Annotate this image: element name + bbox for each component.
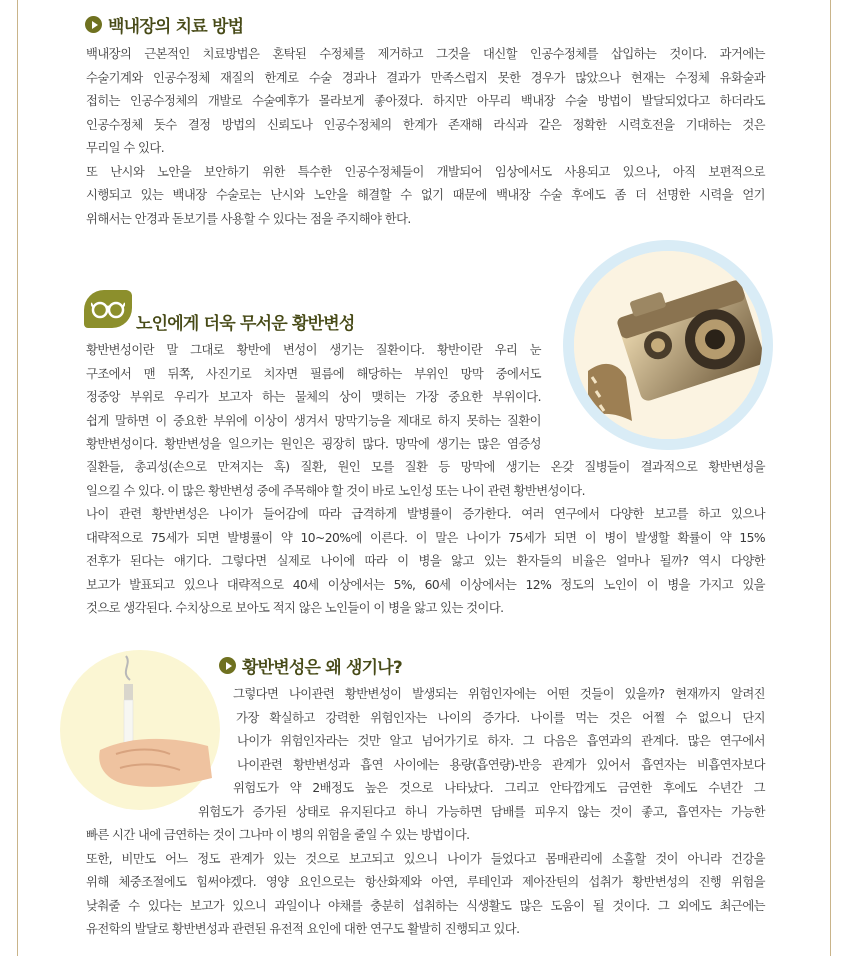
text-line: 그렇다면 나이관련 황반변성이 발생되는 위험인자에는 어떤 것들이 있을까? 현재까지 알려진	[233, 687, 765, 701]
text-line: 나이 관련 황반변성은 나이가 들어감에 따라 급격하게 발병률이 증가한다. 여러 연구에서 다양한 보고를 하고 있으나	[86, 507, 765, 521]
text-line: 백내장의 근본적인 치료방법은 혼탁된 수정체를 제거하고 그것을 대신할 인공수정체를 삽입하는 것이다. 과거에는	[86, 47, 765, 61]
section-title: 백내장의 치료 방법	[108, 17, 244, 37]
text-line: 전후가 된다는 얘기다. 그렇다면 실제로 나이에 따라 이 병을 앓고 있는 환자들의 비율은 얼마나 될까? 역시 다양한	[86, 554, 765, 568]
text-line: 또한, 비만도 어느 정도 관계가 있는 것으로 보고되고 있으니 나이가 들었다고 몸매관리에 소홀할 것이 아니라 건강을	[86, 851, 765, 866]
text-line: 보고가 발표되고 있으나 대략적으로 40세 이상에서는 5%, 60세 이상에서는 12% 정도의 노인이 이 병을 가지고 있을	[86, 577, 765, 592]
section-title: 황반변성은 왜 생기나?	[242, 658, 402, 678]
text-line: 일으킬 수 있다. 이 많은 황반변성 중에 주목해야 할 것이 바로 노인성 또는 나이 관련 황반변성이다.	[86, 483, 585, 498]
prevention-paragraph	[86, 824, 765, 942]
text-line: 가장 확실하고 강력한 위험인자는 나이의 증가다. 나이를 먹는 것은 어쩔 수 없으니 단지	[236, 710, 765, 725]
text-line: 구조에서 맨 뒤쪽, 사진기로 치자면 필름에 해당하는 부위인 망막 중에서도	[86, 366, 541, 381]
cataract-treatment-paragraph	[86, 43, 765, 231]
camera-photo	[563, 240, 773, 450]
text-line: 위해 체중조절에도 힘써야겠다. 영양 요인으로는 항산화제와 아연, 루테인과 제아잔틴의 섭취가 황반변성의 진행 위험을	[86, 875, 765, 889]
text-line: 대략적으로 75세가 되면 발병률이 약 10~20%에 이른다. 이 말은 나이가 75세가 되면 이 병이 발생할 확률이 약 15%	[86, 530, 765, 545]
text-line: 유전학의 발달로 황반변성과 관련된 유전적 요인에 대한 연구도 활발히 진행되고 있다.	[86, 922, 520, 936]
circle-arrow-icon	[85, 16, 102, 33]
text-line: 위해서는 안경과 돋보기를 사용할 수 있다는 점을 주지해야 한다.	[86, 211, 411, 226]
text-line: 무리일 수 있다.	[86, 141, 165, 155]
text-line: 위험도가 약 2배정도 높은 것으로 나타났다. 그리고 안타깝게도 금연한 후에도 수년간 그	[233, 781, 765, 795]
cigarette-photo	[60, 650, 220, 810]
text-line: 정중앙 부위로 우리가 보고자 하는 물체의 상이 맺히는 가장 중요한 부위이다.	[86, 390, 541, 404]
text-line: 빠른 시간 내에 금연하는 것이 그나마 이 병의 위험을 줄일 수 있는 방법이다.	[86, 828, 470, 842]
section-title: 노인에게 더욱 무서운 황반변성	[136, 314, 355, 334]
glasses-badge	[84, 290, 132, 328]
glasses-icon	[91, 299, 125, 319]
cigarette-hand-illustration	[60, 650, 220, 810]
text-line: 인공수정체 돗수 결정 방법의 신뢰도나 인공수정체의 한계가 존재해 라식과 같은 정확한 시력호전을 기대하는 것은	[86, 117, 765, 132]
text-line: 또 난시와 노안을 보안하기 위한 특수한 인공수정체들이 개발되어 임상에서도 사용되고 있으나, 아직 보편적으로	[86, 164, 765, 179]
text-line: 시행되고 있는 백내장 수술로는 난시와 노안을 해결할 수 없기 때문에 백내장 수술 후에도 좀 더 선명한 시력을 얻기	[86, 188, 765, 202]
camera-illustration	[574, 251, 762, 439]
macular-intro-paragraph	[86, 339, 541, 457]
section-heading-macular-degeneration	[136, 309, 354, 334]
text-line: 황반변성이란 말 그대로 황반에 변성이 생기는 질환이다. 황반이란 우리 눈	[86, 343, 541, 357]
risk-factor-paragraph	[198, 683, 765, 824]
circle-arrow-icon	[219, 657, 236, 674]
text-line: 나이관련 황반변성과 흡연 사이에는 용량(흡연량)-반응 관계가 있어서 흡연자는 비흡연자보다	[237, 757, 765, 772]
text-line: 질환들, 총괴성(손으로 만져지는 혹) 질환, 원인 모를 질환 등 망막에 생기는 온갖 질병들이 결과적으로 황반변성을	[86, 460, 765, 474]
text-line: 나이가 위험인자라는 것만 알고 넘어가기로 하자. 그 다음은 흡연과의 관계다. 많은 연구에서	[237, 734, 765, 748]
text-line: 낮춰줄 수 있다는 보고가 있으니 과일이나 야채를 충분히 섭취하는 식생활도 많은 도움이 될 것이다. 그 외에도 최근에는	[86, 898, 765, 913]
text-line: 위험도가 증가된 상태로 유지된다고 하니 가능하면 담배를 피우지 않는 것이 좋고, 흡연자는 가능한	[198, 804, 765, 819]
text-line: 쉽게 말하면 이 중요한 부위에 이상이 생겨서 망막기능을 제대로 하지 못하는 질환이	[86, 413, 541, 428]
text-line: 접히는 인공수정체의 개발로 수술예후가 몰라보게 좋아졌다. 하지만 아무리 백내장 수술 방법이 발달되었다고 하더라도	[86, 94, 765, 108]
text-line: 황반변성이다. 황반변성을 일으키는 원인은 굉장히 많다. 망막에 생기는 많은 염증성	[86, 437, 541, 451]
page-border-right	[830, 0, 831, 956]
text-line: 수술기계와 인공수정체 재질의 한계로 수술 경과나 결과가 만족스럽지 못한 경우가 많았으나 현재는 수정체 유화술과	[86, 70, 765, 85]
section-heading-causes	[219, 653, 402, 678]
macular-detail-paragraph	[86, 456, 765, 621]
text-line: 것으로 생각된다. 수치상으로 보아도 적지 않은 노인들이 이 병을 앓고 있는 것이다.	[86, 601, 504, 615]
section-heading-cataract-treatment	[85, 12, 243, 37]
page-border-left	[17, 0, 18, 956]
